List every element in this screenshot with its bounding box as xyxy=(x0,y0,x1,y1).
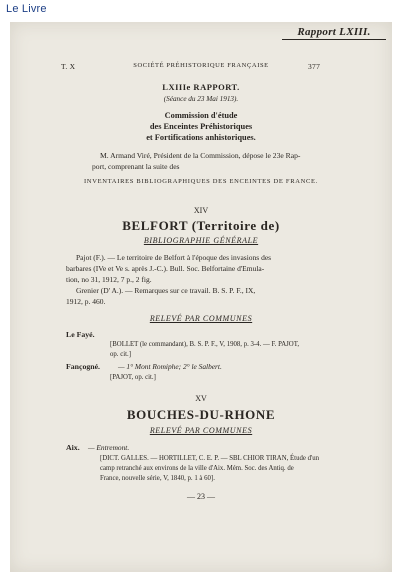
section-number: XIV xyxy=(193,206,209,215)
report-tag: Rapport LXIII. xyxy=(282,26,386,40)
commission-line: Commission d'étude xyxy=(164,111,238,120)
report-title: LXIIIe RAPPORT. xyxy=(162,82,240,92)
footer-page-number: — 23 — xyxy=(187,492,215,501)
bibliography-entries xyxy=(66,252,348,307)
bibliography-line: Grenier (D' A.). — Remarques sur ce travail. B. S. P. F., IX, xyxy=(76,286,256,295)
section-number: XV xyxy=(195,394,207,403)
bibliography-line: barbares (IVe et Ve s. après J.-C.). Bull. Soc. Belfortaine d'Emula- xyxy=(66,264,265,273)
commission-line: et Fortifications anhistoriques. xyxy=(146,133,256,142)
reference-line: op. cit.] xyxy=(110,351,131,358)
bibliography-line: tion, no 31, 1912, 7 p., 2 fig. xyxy=(66,275,152,284)
commission-heading xyxy=(10,110,392,143)
header-volume: T. X xyxy=(61,62,76,71)
header-page-number: 377 xyxy=(308,62,321,71)
commission-line: des Enceintes Préhistoriques xyxy=(149,122,253,131)
commune-name: Le Fayé. xyxy=(66,330,95,339)
intro-paragraph xyxy=(92,150,342,172)
intro-line: port, comprenant la suite des xyxy=(92,162,180,171)
commune-reference xyxy=(100,454,350,484)
header-society: SOCIÉTÉ PRÉHISTORIQUE FRANÇAISE xyxy=(133,62,269,69)
inventory-title: INVENTAIRES BIBLIOGRAPHIQUES DES ENCEINTES DE FRANCE. xyxy=(83,178,319,185)
reference-line: [BOLLET (le commandant), B. S. P. F., V, 1908, p. 3-4. — F. PAJOT, xyxy=(110,341,300,348)
session-line: (Séance du 23 Mai 1913). xyxy=(163,95,239,103)
reference-line: [PAJOT, op. cit.] xyxy=(110,374,156,381)
commune-detail: — Entremont. xyxy=(88,443,130,452)
communes-heading: RELEVÉ PAR COMMUNES xyxy=(149,314,253,323)
commune-reference xyxy=(110,340,350,360)
reference-line: [DICT. GALLES. — HORTILLET, C. E. P. — SBL CHIOR TIRAN, Étude d'un xyxy=(100,455,319,462)
bibliography-heading: BIBLIOGRAPHIE GÉNÉRALE xyxy=(143,236,259,245)
bibliography-line: 1912, p. 460. xyxy=(66,297,106,306)
commune-detail: — 1° Mont Romiphe; 2° le Salbert. xyxy=(118,362,222,371)
document-page xyxy=(10,22,392,572)
commune-reference xyxy=(110,373,350,383)
commune-name: Fançogné. xyxy=(66,362,101,371)
bibliography-line: Pajot (F.). — Le territoire de Belfort à l'époque des invasions des xyxy=(76,253,272,262)
section-title: BELFORT (Territoire de) xyxy=(122,218,280,233)
watermark-label: Le Livre xyxy=(6,3,47,15)
communes-heading: RELEVÉ PAR COMMUNES xyxy=(149,426,253,435)
reference-line: camp retranché aux environs de la ville d'Aix. Mém. Soc. des Antiq. de xyxy=(100,465,294,472)
reference-line: France, nouvelle série, V, 1840, p. 1 à 60]. xyxy=(100,475,215,482)
commune-name: Aix. xyxy=(66,443,80,452)
section-title: BOUCHES-DU-RHONE xyxy=(126,407,276,422)
intro-line: M. Armand Viré, Président de la Commission, dépose le 23e Rap- xyxy=(100,151,301,160)
